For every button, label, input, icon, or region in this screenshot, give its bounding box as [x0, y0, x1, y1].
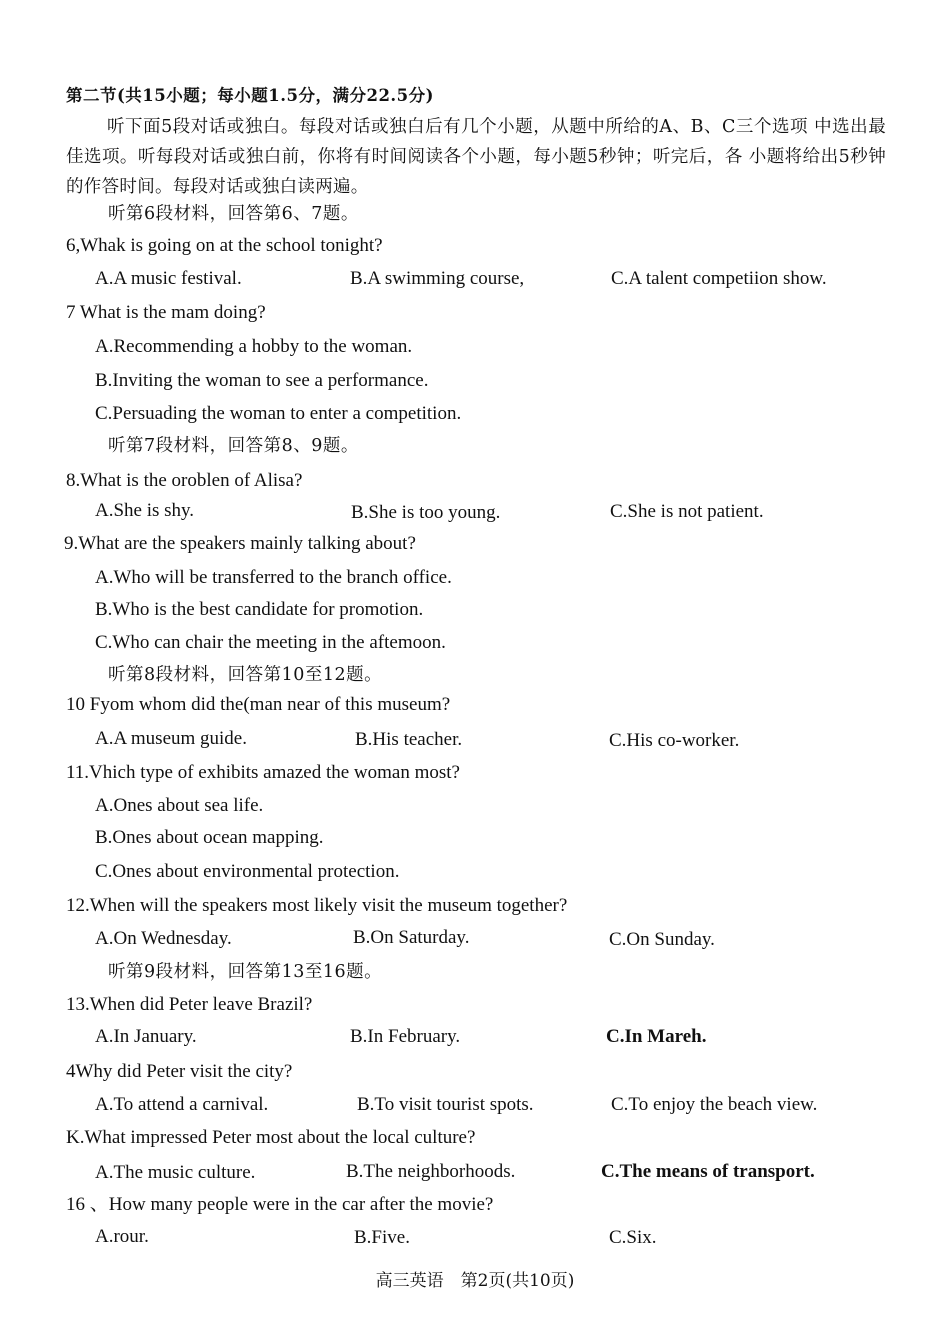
question-12-stem: 12.When will the speakers most likely visit the museum together? — [66, 895, 568, 916]
question-9-option-a: A.Who will be transferred to the branch office. — [95, 567, 452, 588]
question-11-option-c: C.Ones about environmental protection. — [95, 861, 400, 882]
question-7-option-a: A.Recommending a hobby to the woman. — [95, 336, 413, 357]
question-15-option-b: B.The neighborhoods. — [346, 1161, 516, 1182]
question-8-option-a: A.She is shy. — [95, 500, 195, 521]
question-10-option-a: A.A museum guide. — [95, 728, 247, 749]
segment-6-heading: 听第6段材料，回答第6、7题。 — [108, 204, 359, 224]
question-11-option-b: B.Ones about ocean mapping. — [95, 827, 324, 848]
question-11-option-a: A.Ones about sea life. — [95, 795, 264, 816]
question-12-option-c: C.On Sunday. — [609, 929, 715, 950]
question-14-option-c: C.To enjoy the beach view. — [611, 1094, 818, 1115]
question-13-option-b: B.In February. — [350, 1026, 461, 1047]
question-6-option-b: B.A swimming course, — [350, 268, 525, 289]
question-9-stem: 9.What are the speakers mainly talking about? — [64, 533, 416, 554]
question-7-option-c: C.Persuading the woman to enter a competition. — [95, 403, 462, 424]
question-10-stem: 10 Fyom whom did the(man near of this museum? — [66, 694, 451, 715]
question-16-option-a: A.rour. — [95, 1226, 149, 1247]
section-header: 第二节(共15小题；每小题1.5分，满分22.5分) — [66, 86, 434, 105]
question-14-option-a: A.To attend a carnival. — [95, 1094, 269, 1115]
question-8-option-b: B.She is too young. — [351, 502, 501, 523]
question-6-option-a: A.A music festival. — [95, 268, 242, 289]
question-16-stem: 16 、How many people were in the car after the movie? — [66, 1194, 494, 1215]
question-13-stem: 13.When did Peter leave Brazil? — [66, 994, 313, 1015]
question-7-option-b: B.Inviting the woman to see a performance. — [95, 370, 429, 391]
question-13-option-a: A.In January. — [95, 1026, 197, 1047]
segment-9-heading: 听第9段材料，回答第13至16题。 — [108, 962, 383, 982]
question-13-option-c: C.In Mareh. — [606, 1026, 707, 1047]
question-16-option-b: B.Five. — [354, 1227, 410, 1248]
question-12-option-a: A.On Wednesday. — [95, 928, 232, 949]
question-8-option-c: C.She is not patient. — [610, 501, 764, 522]
question-8-stem: 8.What is the oroblen of Alisa? — [66, 470, 303, 491]
question-15-stem: K.What impressed Peter most about the local culture? — [66, 1127, 476, 1148]
question-6-option-c: C.A talent competiion show. — [611, 268, 827, 289]
segment-8-heading: 听第8段材料，回答第10至12题。 — [108, 665, 383, 685]
question-12-option-b: B.On Saturday. — [353, 927, 470, 948]
question-16-option-c: C.Six. — [609, 1227, 657, 1248]
question-14-option-b: B.To visit tourist spots. — [357, 1094, 534, 1115]
question-15-option-a: A.The music culture. — [95, 1162, 256, 1183]
segment-7-heading: 听第7段材料，回答第8、9题。 — [108, 436, 359, 456]
question-10-option-c: C.His co-worker. — [609, 730, 740, 751]
question-11-stem: 11.Vhich type of exhibits amazed the woman most? — [66, 762, 460, 783]
question-9-option-c: C.Who can chair the meeting in the aftemoon. — [95, 632, 446, 653]
page-footer: 高三英语 第2页(共10页) — [375, 1271, 575, 1291]
question-15-option-c: C.The means of transport. — [601, 1161, 815, 1182]
question-14-stem: 4Why did Peter visit the city? — [66, 1061, 293, 1082]
question-7-stem: 7 What is the mam doing? — [66, 302, 266, 323]
question-9-option-b: B.Who is the best candidate for promotion. — [95, 599, 424, 620]
question-10-option-b: B.His teacher. — [355, 729, 463, 750]
question-6-stem: 6,Whak is going on at the school tonight? — [66, 235, 383, 256]
instructions-paragraph: 听下面5段对话或独白。每段对话或独白后有几个小题，从题中所给的A、B、C三个选项 中选出最佳选项。听每段对话或独白前，你将有时间阅读各个小题，每小题5秒钟；听完后，各 小题将给出5秒钟的作答时间。每段对话或独白读两遍。 — [66, 117, 886, 197]
